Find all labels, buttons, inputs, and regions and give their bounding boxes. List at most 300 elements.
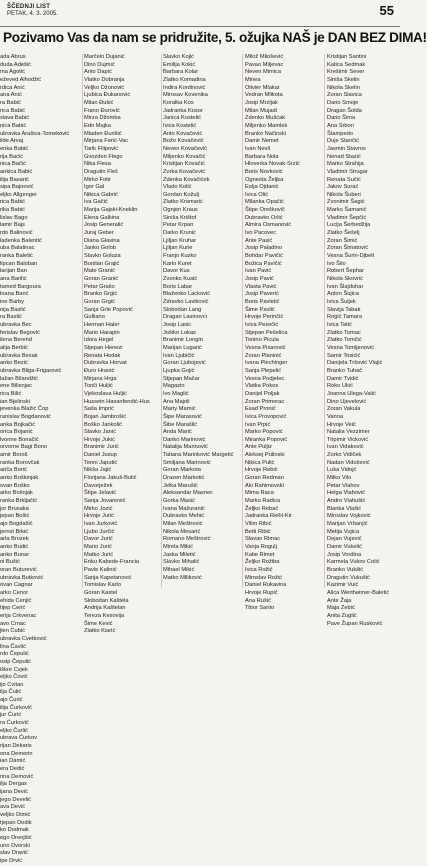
list-item: amir Boroš (0, 452, 28, 459)
list-item: Barbara Kolar (163, 69, 199, 76)
list-item: Dubravko Mehić (163, 513, 205, 520)
list-item: Minea (245, 76, 261, 83)
list-item: rica Babić (0, 199, 25, 206)
list-item: Rogić Tamara (327, 314, 362, 321)
list-item: ilja Dergas (0, 781, 27, 788)
list-item: Zlatko Šešelj (327, 230, 360, 237)
list-item: Ivan Nevil (245, 145, 270, 152)
list-item: Drazen Markotić (163, 475, 205, 482)
list-item: nija Baslić (0, 306, 26, 313)
list-item: Stjepan Mačar (163, 375, 200, 382)
list-item: lažan Bilandžić (0, 375, 38, 382)
list-item: sipa Bajnović (0, 184, 34, 191)
list-item: Damir Nemet (245, 138, 279, 145)
list-item: Danijela Tršović Vlajić (327, 360, 383, 367)
list-item: nica Bačić (0, 161, 26, 168)
list-item: Aleksandar Masnec (163, 490, 213, 497)
list-item: tamed Bargoura (0, 283, 41, 290)
list-item: rdo Balinović (0, 230, 33, 237)
list-item: Kristijan Kovačić (163, 161, 205, 168)
list-item: Ivan Prpić (245, 421, 271, 428)
list-item: Idora Hegel (84, 337, 114, 344)
list-item: Zlatko Tomčić (327, 337, 362, 344)
list-item: Sanja Plepelić (245, 367, 282, 374)
list-item: Šipe Marasović (163, 413, 202, 420)
list-item: Blanka Vlašić (327, 505, 362, 512)
list-item: Katie Rimet (245, 551, 275, 558)
list-item: Mate Granić (84, 268, 115, 275)
list-item: ma Agotić (0, 69, 25, 76)
list-item: Veljko Džonović (84, 84, 125, 91)
list-item: Matko Miliković (163, 574, 202, 581)
list-item: Anda Marić (163, 429, 192, 436)
list-item: Kristijan Santini (327, 54, 367, 60)
list-item: Bojan Jambrošić (84, 413, 127, 420)
list-item: Nikola Skelin (327, 84, 360, 91)
list-item: Josip Paverić (245, 291, 279, 298)
list-item: ranka Borovčak (0, 459, 40, 466)
list-item: osip Čepulić (0, 658, 31, 665)
list-item: Romano Meštrović (163, 536, 211, 543)
list-item: duda Adešić (0, 61, 31, 68)
list-item: Ivo Šilo (327, 260, 346, 267)
list-item: Zorko Vidiček (327, 452, 362, 459)
list-item: erija Crkvenac (0, 612, 37, 619)
list-item: Zlatko Tomac (327, 329, 361, 336)
list-item: Siniša Krištof (163, 214, 197, 221)
list-item: ubravka Bec (0, 321, 32, 328)
list-item: ranka Brkljačić (0, 498, 37, 505)
list-item: ipe Drvić (0, 857, 23, 864)
list-item: ovan Cagnar (0, 582, 33, 589)
list-item: ladenka Balentić (0, 237, 42, 244)
list-item: Tenni Japutić (84, 459, 118, 466)
list-item: Josip Paladino (245, 245, 282, 252)
list-item: arko Bošnjak (0, 490, 33, 497)
list-item: Maja Zebić (327, 605, 355, 612)
list-item: ni Bušić (0, 559, 20, 566)
list-item: iškre Cvjek (0, 666, 28, 673)
list-item: Slavko Kojić (163, 54, 194, 60)
list-item: Ivica Šuljek (327, 299, 356, 305)
list-item: Mirjana Hrga (84, 375, 117, 382)
list-item: Eolja Ojdanić (245, 184, 279, 191)
list-item: Zdenka Kovačićek (163, 176, 210, 183)
list-item: Danko Marinović (163, 436, 206, 443)
list-item: ego Drenjšić (0, 834, 32, 841)
list-item: ilija Čurković (0, 704, 32, 711)
list-item: anko Bunar (0, 551, 30, 558)
list-item: Goran Markota (163, 467, 201, 474)
list-item: Milan Đukić (84, 99, 114, 106)
list-item: Zoran Šimić (327, 237, 358, 244)
list-item: lina Čavlić (0, 643, 26, 650)
list-item: Petar Vlahov (327, 482, 360, 489)
list-item: Marko Radica (245, 498, 281, 505)
list-item: Ognesta Željka (245, 176, 284, 183)
list-item: Miroslav Rožić (245, 574, 282, 581)
list-item: Goran Ljubojević (163, 360, 206, 367)
list-item: Milan Meštrović (163, 521, 203, 528)
list-item: arko Cenor (0, 589, 29, 596)
list-item: ariča Borić (0, 467, 27, 474)
list-item: rijan Dekaris (0, 743, 32, 750)
list-item: ijo Cvitan (0, 681, 24, 688)
list-item: Dario Smoje (327, 99, 359, 106)
list-item: Joanna Ulega-Valić (327, 390, 376, 397)
list-item: anko Boškinjak (0, 475, 39, 482)
list-item: Zdenko Mušćak (245, 115, 286, 122)
list-item: Vjekoslava Huljić (84, 390, 127, 397)
list-item: Emilija Kokić (163, 61, 196, 68)
list-item: ra Baslić (0, 314, 22, 321)
list-item: Slobodan Kaštela (84, 597, 129, 604)
list-item: Šibe Marašlić (163, 421, 198, 428)
list-item: Anto Kovačević (163, 130, 203, 137)
list-item: Vesna Pisarović (245, 344, 286, 351)
list-item: Smiljana Marinović (163, 459, 211, 466)
list-item: Zoran Vakula (327, 406, 361, 413)
list-item: ada Abrus (0, 54, 26, 60)
list-item: Karlo Kuret (163, 260, 192, 267)
list-item: Aki Rahimovski (245, 482, 284, 489)
list-item: Zorka Kovačević (163, 168, 206, 175)
issue-date: PETAK, 4. 3. 2005. (7, 11, 58, 17)
list-item: Marko Strahija (327, 161, 364, 168)
list-item: Hrvoje Rebić (245, 467, 278, 474)
list-item: Davor Kus (163, 268, 190, 275)
list-item: rica Babić (0, 107, 25, 114)
list-item: Vladimir Strugar (327, 168, 368, 175)
list-item: Matko Jurić (84, 551, 114, 558)
list-item: Hrvoje Veić (327, 421, 356, 428)
list-item: rika Babić (0, 207, 25, 214)
list-item: Pavao Miljevac (245, 61, 284, 68)
list-item: Goran Redman (245, 475, 284, 482)
list-item: jego Develić (0, 796, 31, 803)
list-item: Dejan Vujević (327, 536, 362, 543)
list-item: Goran Granić (84, 276, 119, 283)
list-item: Branko Načinski (245, 130, 287, 137)
list-item: Juraj Geber (84, 230, 114, 237)
list-item: alija Berbić (0, 344, 28, 351)
list-item: Ante Puljiz (245, 444, 272, 451)
list-item: Krešimir Sever (327, 69, 365, 76)
list-item: Mladen Đurišić (84, 130, 122, 137)
list-item: Kazimir Vuić (327, 582, 359, 589)
list-item: ehida Cenjić (0, 597, 32, 604)
list-item: eljko Allgenger (0, 191, 37, 198)
list-item: Dino Dujmić (84, 61, 115, 68)
list-item: Ivica Olić (245, 191, 269, 198)
list-item: Ivan Ljubičić (163, 352, 195, 359)
publication-name: ŠČEDNJI LIST (7, 4, 51, 10)
list-item: Tatiana Marinković Margetić (163, 452, 234, 459)
list-item: Ivica Pezečić (245, 321, 279, 328)
list-item: Stjepan Pešelica (245, 329, 288, 336)
list-item: Marko Šamanić (327, 207, 367, 214)
list-item: rija Baćić (0, 153, 24, 160)
list-item: ilija Basarić (0, 176, 29, 183)
list-item: Renata Sučić (327, 176, 361, 183)
list-item: Pave Župan Rusković (327, 620, 383, 627)
list-item: Ivica Kostelić (163, 122, 197, 129)
list-item: Mirosav Kovenika (163, 92, 208, 99)
list-item: Nikola Mesarić (163, 528, 201, 535)
list-item: Slavko Mihalić (163, 559, 200, 566)
list-item: Davorježek (84, 482, 113, 489)
list-item: Dragan Šolda (327, 107, 362, 114)
list-item: Zvonimir Šagić (327, 199, 365, 206)
list-item: Vlatko Dobranja (84, 76, 125, 83)
list-item: Dubravka Horvat (84, 360, 127, 367)
list-item: ubravka Besak (0, 352, 38, 359)
list-item: Josip Generalić (84, 222, 124, 229)
list-item: Iva Gačić (84, 199, 108, 206)
list-item: Đuro Hranić (84, 367, 115, 374)
list-item: Hussein Hasanfendić-Hus (84, 398, 150, 405)
list-item: ona Demerin (0, 750, 33, 757)
list-item: Ante Žaja (327, 597, 352, 604)
list-item: Dario Šima (327, 115, 356, 122)
list-item: Josip Pavić (245, 276, 274, 283)
list-item: Mihael Mikić (163, 566, 195, 573)
list-item: Neven Mimica (245, 69, 282, 76)
list-item: Mirko Jozić (84, 505, 113, 512)
list-item: Saša Imprić (84, 406, 115, 413)
list-item: Elena Galkina (84, 214, 120, 221)
list-item: Tonči Huljić (84, 383, 113, 390)
list-item: Vesna Tomljenović (327, 344, 375, 351)
list-item: Daniel Jusup (84, 452, 117, 459)
list-item: Zoran Slavica (327, 92, 362, 99)
list-item: Natalia Vezzimer (327, 429, 370, 436)
list-item: Luka Vidojć (327, 467, 357, 474)
list-item: lislav Bago (0, 214, 28, 221)
list-item: arla Brozek (0, 536, 29, 543)
list-item: ubravka Cvetković (0, 635, 47, 642)
list-item: Tripimir Vicković (327, 436, 369, 443)
list-item: Damir Vukelić (327, 544, 362, 550)
list-item: orvorne Bagi Bono (0, 444, 48, 451)
list-item: Ante Pasić (245, 237, 273, 244)
list-item: Hrvoje Jurić (84, 513, 115, 520)
list-item: tjepan Dodik (0, 819, 32, 826)
list-item: Almira Osmanović (245, 222, 292, 229)
list-item: Branimir Jurić (84, 444, 119, 451)
list-item: Jaska Miletić (163, 551, 196, 558)
list-item: Josip Vordina (327, 551, 362, 558)
name-column-2 (84, 54, 158, 635)
list-item: Alica Wertheimer-Baletić (327, 589, 390, 596)
list-item: Lucija Šerbedžija (327, 222, 371, 229)
list-item: anka Bojkačić (0, 421, 36, 428)
list-item: Vedran Mlikota (245, 92, 283, 99)
list-item: Franjo Kuzko (163, 253, 197, 260)
list-item: ranka Baletić (0, 253, 33, 260)
list-item: Marija Gajski-Kneklin (84, 207, 138, 214)
list-item: jlen Cubić (0, 628, 25, 635)
name-columns (0, 54, 400, 864)
list-item: Tarik Filipović (84, 145, 119, 152)
list-item: Vlado Kolić (163, 184, 192, 191)
list-item: Siniša Skelin (327, 76, 360, 83)
list-item: Boris Pavletić (245, 299, 280, 305)
list-item: ilena Berend (0, 337, 32, 344)
list-item: Boško Jankolić (84, 421, 122, 428)
list-item: anko Budić (0, 544, 29, 550)
list-item: Enku Kabede-Francia (84, 559, 140, 566)
list-item: Petar Grašo (84, 283, 115, 290)
list-item: Boris Novković (245, 168, 283, 175)
list-item: Šime Kević (84, 620, 113, 627)
list-item: Zlatko Komadina (163, 76, 206, 83)
list-item: Dragutin Vukušić (327, 574, 370, 581)
list-item: Magazin (163, 383, 185, 390)
list-item: Vladimir Šepčić (327, 214, 367, 221)
list-item: Katica Sedmak (327, 61, 366, 68)
list-item: eževed Alhodžić (0, 76, 42, 83)
list-item: Miranka Popović (245, 436, 288, 443)
list-item: Helga Vlahović (327, 490, 365, 497)
list-item: Esad Pronić (245, 406, 276, 413)
list-item: avo Crnac (0, 620, 26, 627)
list-item: Jošiko Lokas (163, 329, 196, 336)
list-item: ubravka Bliga-Frigarović (0, 367, 62, 374)
list-item: ian Bjelinski (0, 398, 31, 405)
list-item: Vilim Ribić (245, 521, 272, 528)
list-item: ilja Čulić (0, 689, 22, 696)
list-item: Edo Majka (84, 122, 111, 129)
list-item: Damir Tvidić (327, 375, 359, 382)
list-item: Anton Šujica (327, 291, 359, 298)
list-item: ranislav Bogdanović (0, 413, 51, 420)
list-item: ko Dodmak (0, 827, 29, 834)
list-item: Nika Flesa (84, 161, 111, 168)
list-item: Nikola Skovrić (327, 276, 364, 283)
list-item: Nadan Vidošević (327, 459, 370, 466)
list-item: Josip Mrzljak (245, 99, 278, 106)
list-item: Jasmin Stavros (327, 145, 366, 152)
list-item: jernst Brkić (0, 528, 29, 535)
list-item: Vlatka Pokos (245, 383, 279, 390)
list-item: Ljubica Đukanović (84, 92, 131, 99)
list-item: lipcan Baloban (0, 260, 38, 267)
list-item: Aleksej Pulinski (245, 452, 285, 459)
list-item: Ivica Provopović (245, 413, 287, 420)
list-item: Božo Kovačević (163, 138, 204, 145)
name-column-1 (0, 54, 80, 864)
list-item: Gordan Kožulj (163, 191, 200, 198)
list-item: Sanja Jovanović (84, 498, 126, 505)
headline: Pozivamo Vas da nam se pridružite, 5. ožujka NAŠ je DAN BEZ DIMA! (3, 30, 427, 45)
list-item: Petar Krpan (163, 222, 194, 229)
list-item: Ivan Jurković (84, 521, 118, 528)
list-item: Mirko Fotir (84, 176, 111, 183)
list-item: Zlatko Kiarić (84, 628, 116, 635)
list-item: Dragutin Fleš (84, 168, 118, 175)
list-item: slav Dravić (0, 850, 28, 857)
list-item: Ivan Šlajduhar (327, 283, 364, 290)
list-item: Nikša Jajić (84, 467, 112, 474)
list-item: Mario Jurić (84, 544, 112, 550)
list-item: Željko Rebač (245, 505, 279, 512)
list-item: Branko Tuhač (327, 367, 363, 374)
list-item: lvonne Bonačić (0, 436, 39, 443)
list-item: Milan Mujadi (245, 107, 277, 114)
list-item: Nikica Gabrić (84, 191, 118, 198)
list-item: uno Dvorski (0, 842, 31, 849)
list-item: Ljubo Jurčić (84, 528, 115, 535)
list-item: ra Ćurković (0, 720, 29, 727)
list-item: ubravka Butković (0, 574, 44, 581)
list-item: Sanja Kapetanović (84, 574, 132, 581)
list-item: Ljupka Gojić (163, 367, 195, 374)
list-item: Jakov Surać (327, 184, 359, 191)
list-item: ine Barby (0, 299, 25, 305)
list-item: Nikica Pulić (245, 459, 275, 466)
list-item: Jadranka Reihl-Kir (245, 513, 292, 520)
list-item: Gvozden Flego (84, 153, 123, 160)
list-item: Štampedo (327, 130, 353, 137)
list-item: ajo Bogdašić (0, 521, 33, 528)
list-item: Mirela Mikić (163, 544, 194, 550)
list-item: Hrvoje Rupić (245, 589, 278, 596)
list-item: Tibor Santo (245, 605, 275, 612)
list-item: Renata Hodak (84, 352, 121, 359)
name-column-4 (245, 54, 320, 612)
list-item: Roko Ukić (327, 383, 353, 390)
list-item: Marty Mamić (163, 406, 196, 413)
list-item: rdo Čepulić (0, 651, 29, 658)
list-item: Slavko Janić (84, 429, 116, 436)
list-item: Robert Šephar (327, 268, 364, 275)
list-item: Dubravko Orlić (245, 214, 283, 221)
list-item: Šime Pavlić (245, 306, 275, 313)
list-item: Goran Kastel (84, 589, 118, 596)
list-item: anko Bezić (0, 360, 28, 367)
list-item: lamir Bajs (0, 222, 25, 229)
list-item: Hrvoje Perinčić (245, 314, 284, 321)
list-item: Tereza Kesovija (84, 612, 125, 619)
list-item: ajo Čurić (0, 697, 23, 704)
list-item: Zoran Planinić (245, 352, 282, 359)
list-item: ovan Boško (0, 482, 30, 489)
list-item: Darko Krunić (163, 230, 196, 237)
list-item: Duje Stančić (327, 138, 359, 145)
list-item: Sanja Grle Popović (84, 306, 133, 313)
list-item: Jadranka Kosor (163, 107, 203, 114)
list-item: Blaženko Lacković (163, 291, 211, 298)
list-item: Bohdar Pavičić (245, 253, 283, 260)
list-item: Janko Golob (84, 245, 116, 252)
list-item: rica Bilić (0, 390, 22, 397)
list-item: Natalija Marinović (163, 444, 208, 451)
list-item: Slavan Rimac (245, 536, 281, 543)
list-item: Zvonko Kusić (163, 276, 198, 283)
list-item: Zlatko Kramarić (163, 199, 203, 206)
list-item: Davor Jurić (84, 536, 113, 543)
list-item: rina Demović (0, 773, 34, 780)
list-item: Mirjana Ferić-Vac (84, 138, 129, 145)
list-item: jevenka Blažić Čop (0, 406, 49, 413)
list-item: ana Anić (0, 92, 22, 99)
list-item: Branko Grgić (84, 291, 118, 298)
list-item: Metija Vujica (327, 528, 360, 535)
list-item: Ana Majoli (163, 398, 190, 405)
list-item: Koralka Kos (163, 99, 194, 106)
list-item: Hloverka Novak-Srzić (245, 161, 300, 168)
